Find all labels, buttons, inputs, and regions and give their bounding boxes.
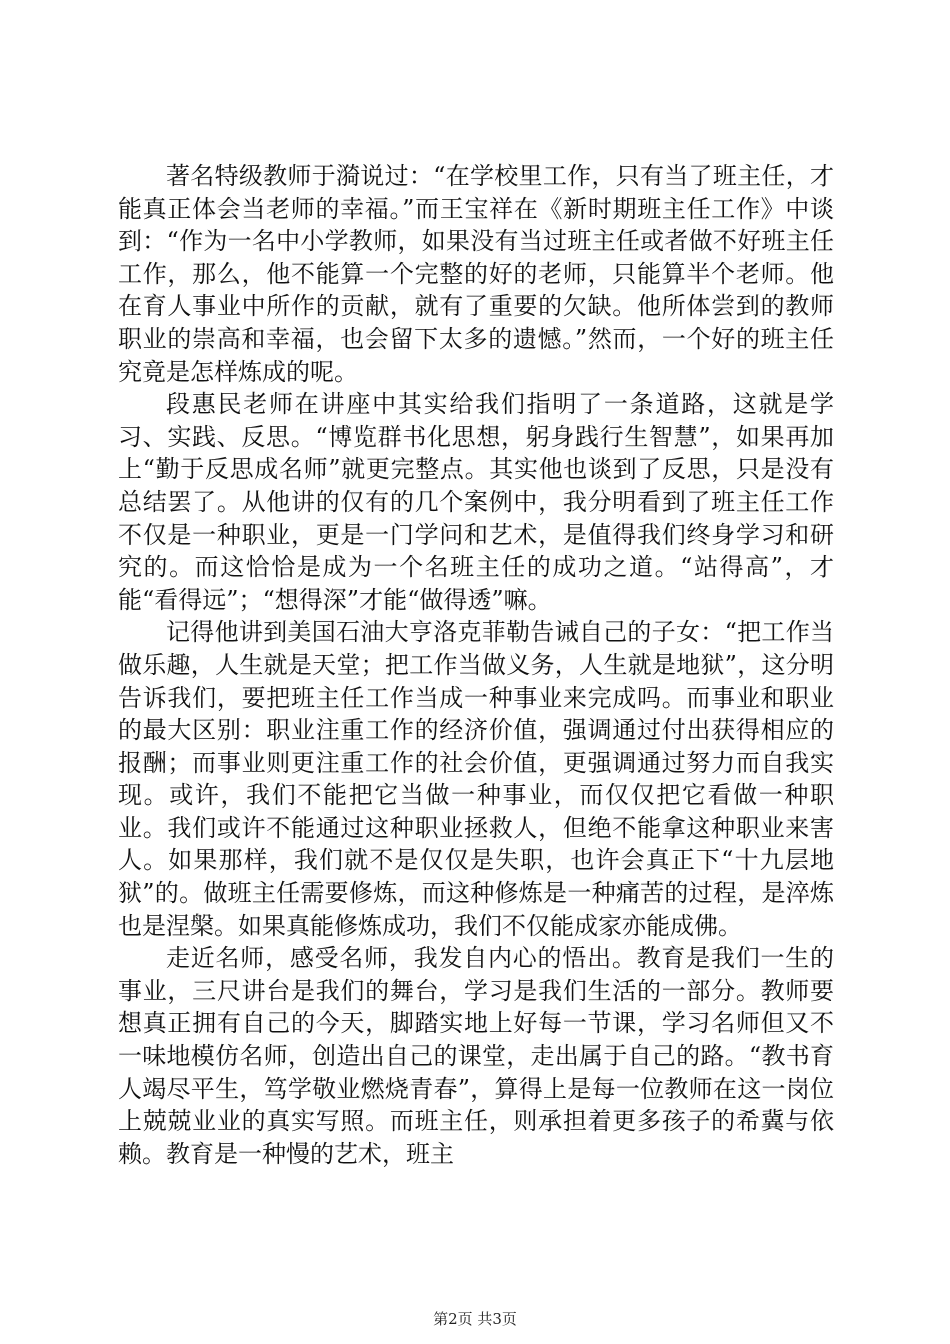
document-body	[118, 160, 834, 1170]
paragraph-1: 著名特级教师于漪说过：“在学校里工作，只有当了班主任，才能真正体会当老师的幸福。”而王宝祥在《新时期班主任工作》中谈到：“作为一名中小学教师，如果没有当过班主任或者做不好班主任工作，那么，他不能算一个完整的好的老师，只能算半个老师。他在育人事业中所作的贡献，就有了重要的欠缺。他所体尝到的教师职业的崇高和幸福，也会留下太多的遗憾。”然而，一个好的班主任究竟是怎样炼成的呢。	[118, 162, 834, 386]
page-number-footer: 第2页 共3页	[433, 1310, 517, 1328]
paragraph-3: 记得他讲到美国石油大亨洛克菲勒告诫自己的子女：“把工作当做乐趣，人生就是天堂；把工作当做义务，人生就是地狱”，这分明告诉我们，要把班主任工作当成一种事业来完成吗。而事业和职业的最大区别：职业注重工作的经济价值，强调通过付出获得相应的报酬；而事业则更注重工作的社会价值，更强调通过努力而自我实现。或许，我们不能把它当做一种事业，而仅仅把它看做一种职业。我们或许不能通过这种职业拯救人，但绝不能拿这种职业来害人。如果那样，我们就不是仅仅是失职，也许会真正下“十九层地狱”的。做班主任需要修炼，而这种修炼是一种痛苦的过程，是淬炼也是涅槃。如果真能修炼成功，我们不仅能成家亦能成佛。	[118, 618, 834, 940]
paragraph-2: 段惠民老师在讲座中其实给我们指明了一条道路，这就是学习、实践、反思。“博览群书化思想，躬身践行生智慧”，如果再加上“勤于反思成名师”就更完整点。其实他也谈到了反思，只是没有总结罢了。从他讲的仅有的几个案例中，我分明看到了班主任工作不仅是一种职业，更是一门学问和艺术，是值得我们终身学习和研究的。而这恰恰是成为一个名班主任的成功之道。“站得高”，才能“看得远”；“想得深”才能“做得透”嘛。	[118, 390, 834, 614]
paragraph-4: 走近名师，感受名师，我发自内心的悟出。教育是我们一生的事业，三尺讲台是我们的舞台，学习是我们生活的一部分。教师要想真正拥有自己的今天，脚踏实地上好每一节课，学习名师但又不一味地模仿名师，创造出自己的课堂，走出属于自己的路。“教书育人竭尽平生，笃学敬业燃烧青春”，算得上是每一位教师在这一岗位上兢兢业业的真实写照。而班主任，则承担着更多孩子的希冀与依赖。教育是一种慢的艺术，班主	[118, 944, 834, 1168]
